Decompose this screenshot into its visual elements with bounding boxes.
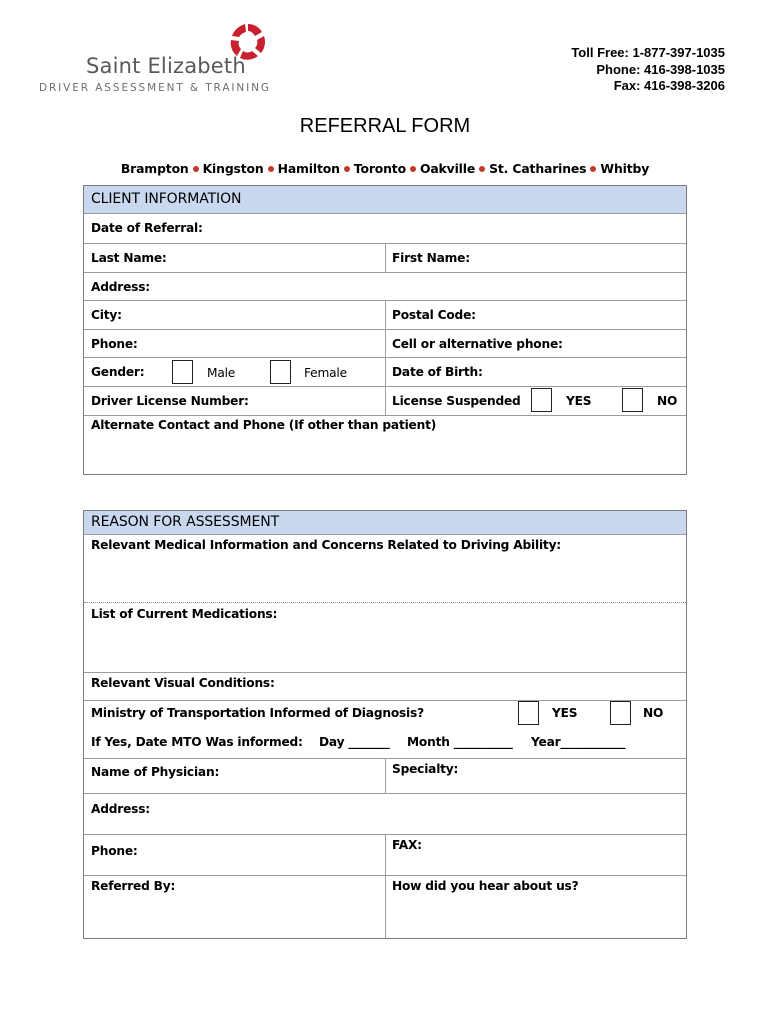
physician-phone-label: Phone:: [91, 844, 138, 858]
alternate-contact-label: Alternate Contact and Phone (If other than patient): [91, 418, 437, 432]
physician-label: Name of Physician:: [91, 765, 220, 779]
hear-about-us-field[interactable]: [386, 876, 686, 938]
suspended-yes-label: YES: [566, 394, 592, 408]
city-row: [84, 300, 686, 329]
gender-row: [84, 357, 686, 386]
mto-yes-checkbox[interactable]: [518, 701, 539, 725]
first-name-field[interactable]: [386, 244, 686, 272]
mto-year-field[interactable]: Year___________: [531, 735, 626, 749]
referred-by-field[interactable]: [84, 876, 385, 938]
phone-field[interactable]: [84, 330, 385, 357]
city-field[interactable]: [84, 301, 385, 329]
date-of-birth-label: Date of Birth:: [392, 365, 483, 379]
medical-info-field[interactable]: [84, 535, 686, 602]
medications-label: List of Current Medications:: [91, 607, 278, 621]
driver-license-field[interactable]: [84, 387, 385, 415]
client-information-section: [83, 185, 687, 475]
license-row: [84, 386, 686, 415]
cell-phone-label: Cell or alternative phone:: [392, 337, 563, 351]
mto-no-checkbox[interactable]: [610, 701, 631, 725]
alternate-contact-field[interactable]: [84, 415, 686, 474]
logo-subtitle: DRIVER ASSESSMENT & TRAINING: [39, 82, 271, 94]
gender-label: Gender:: [91, 365, 145, 379]
mto-no-label: NO: [643, 706, 664, 720]
specialty-field[interactable]: [386, 759, 686, 793]
referred-by-label: Referred By:: [91, 879, 176, 893]
company-logo: [38, 22, 278, 96]
physician-fax-label: FAX:: [392, 838, 422, 852]
physician-phone-field[interactable]: [84, 835, 385, 875]
city-name: Oakville: [419, 161, 476, 176]
male-checkbox[interactable]: [172, 360, 193, 384]
cell-phone-field[interactable]: [386, 330, 686, 357]
physician-field[interactable]: [84, 759, 385, 793]
gender-field: [84, 358, 385, 386]
referred-by-row: [84, 875, 686, 938]
mto-month-field[interactable]: Month __________: [407, 735, 513, 749]
city-name: Whitby: [600, 161, 650, 176]
contact-info: [571, 45, 725, 95]
mto-row: [84, 700, 686, 758]
medications-field[interactable]: [84, 602, 686, 672]
city-name: St. Catharines: [489, 161, 587, 176]
medical-info-label: Relevant Medical Information and Concerns Related to Driving Ability:: [91, 538, 561, 552]
suspended-yes-checkbox[interactable]: [531, 388, 552, 412]
toll-free-number: Toll Free: 1-877-397-1035: [571, 45, 725, 60]
physician-address-label: Address:: [91, 802, 150, 816]
form-title: REFERRAL FORM: [299, 115, 471, 137]
bullet-icon: [479, 166, 485, 172]
bullet-icon: [590, 166, 596, 172]
date-of-referral-label: Date of Referral:: [91, 221, 203, 235]
hear-about-us-label: How did you hear about us?: [392, 879, 579, 893]
bullet-icon: [344, 166, 350, 172]
mto-day-field[interactable]: Day _______: [319, 735, 390, 749]
license-suspended-label: License Suspended: [392, 394, 521, 408]
mto-yes-label: YES: [552, 706, 578, 720]
postal-code-field[interactable]: [386, 301, 686, 329]
client-information-heading: CLIENT INFORMATION: [91, 191, 242, 207]
city-list: [0, 161, 770, 176]
postal-code-label: Postal Code:: [392, 308, 476, 322]
reason-for-assessment-heading: REASON FOR ASSESSMENT: [91, 514, 280, 530]
visual-conditions-label: Relevant Visual Conditions:: [91, 676, 275, 690]
bullet-icon: [193, 166, 199, 172]
physician-row: [84, 758, 686, 793]
mto-date-label: If Yes, Date MTO Was informed:: [91, 735, 303, 749]
date-of-referral-row[interactable]: [84, 214, 686, 243]
fax-number: Fax: 416-398-3206: [613, 78, 725, 93]
bullet-icon: [410, 166, 416, 172]
phone-row: [84, 329, 686, 357]
address-label: Address:: [91, 280, 150, 294]
physician-address-field[interactable]: [84, 793, 686, 834]
reason-for-assessment-section: [83, 510, 687, 939]
city-name: Toronto: [353, 161, 406, 176]
city-name: Hamilton: [277, 161, 340, 176]
physician-phone-row: [84, 834, 686, 875]
name-row: [84, 243, 686, 272]
bullet-icon: [268, 166, 274, 172]
first-name-label: First Name:: [392, 251, 470, 265]
address-field[interactable]: [84, 272, 686, 300]
visual-conditions-field[interactable]: [84, 672, 686, 700]
city-label: City:: [91, 308, 122, 322]
last-name-label: Last Name:: [91, 251, 167, 265]
physician-fax-field[interactable]: [386, 835, 686, 875]
phone-number: Phone: 416-398-1035: [596, 61, 725, 77]
suspended-no-checkbox[interactable]: [622, 388, 643, 412]
last-name-field[interactable]: [84, 244, 385, 272]
license-suspended-field: [386, 387, 686, 415]
logo-name: Saint Elizabeth: [86, 54, 246, 78]
female-option-label: Female: [304, 366, 347, 380]
male-option-label: Male: [207, 366, 236, 380]
section-header: [84, 186, 686, 214]
city-name: Brampton: [120, 161, 189, 176]
date-of-birth-field[interactable]: [386, 358, 686, 386]
driver-license-label: Driver License Number:: [91, 394, 249, 408]
suspended-no-label: NO: [657, 394, 678, 408]
section-header: [84, 511, 686, 535]
female-checkbox[interactable]: [270, 360, 291, 384]
phone-label: Phone:: [91, 337, 138, 351]
mto-informed-label: Ministry of Transportation Informed of Diagnosis?: [91, 706, 424, 720]
city-name: Kingston: [202, 161, 264, 176]
specialty-label: Specialty:: [392, 762, 459, 776]
